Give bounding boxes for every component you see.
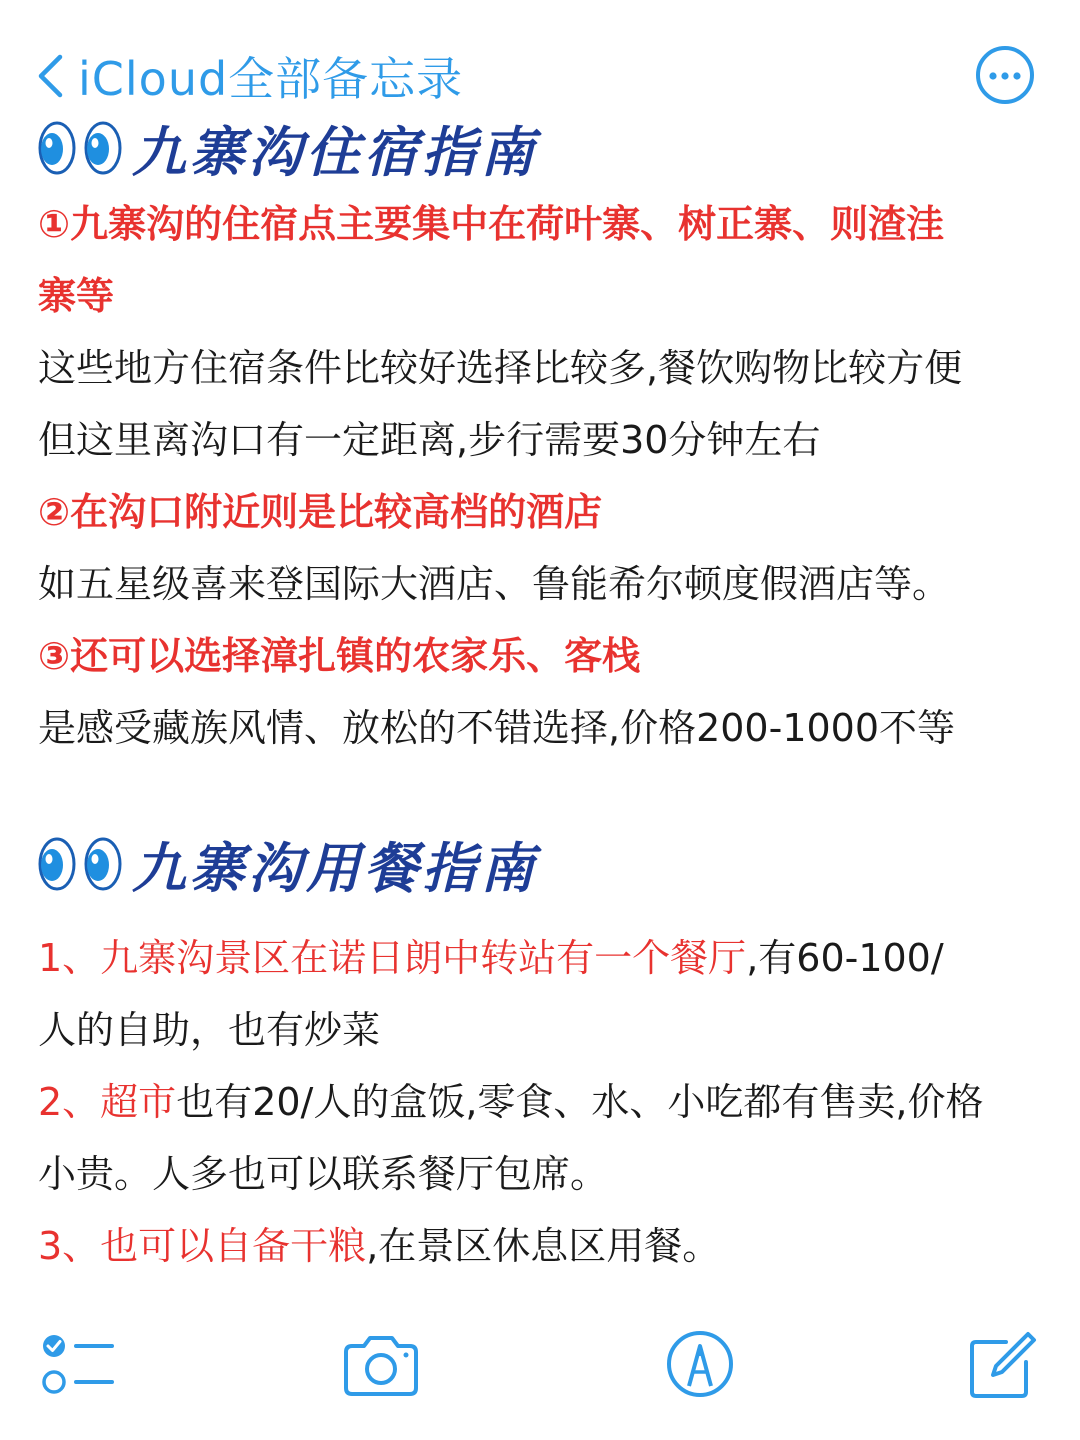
camera-icon[interactable] [340, 1334, 422, 1398]
bottom-toolbar [0, 1320, 1080, 1420]
dining-item-1-rest: ,有60-100/ [746, 936, 944, 980]
heading-dining-text: 九寨沟用餐指南 [132, 836, 538, 900]
eyes-emoji-icon [38, 121, 122, 175]
dining-item-2-highlight: 2、超市 [38, 1080, 177, 1124]
dining-item-3 [38, 1210, 1042, 1282]
dining-item-1-highlight: 1、九寨沟景区在诺日朗中转站有一个餐厅 [38, 936, 747, 980]
section-heading-lodging [38, 108, 1042, 188]
blank-line [38, 764, 1042, 824]
back-button[interactable] [36, 46, 463, 106]
checklist-icon[interactable] [40, 1332, 116, 1396]
lodging-text-4: 是感受藏族风情、放松的不错选择,价格200-1000不等 [38, 706, 956, 750]
dining-item-2 [38, 1066, 1042, 1138]
dining-item-2-rest: 也有20/人的盒饭,零食、水、小吃都有售卖,价格 [176, 1080, 984, 1124]
section-heading-dining [38, 824, 1042, 904]
lodging-text-3: 如五星级喜来登国际大酒店、鲁能希尔顿度假酒店等。 [38, 562, 951, 606]
heading-lodging-text: 九寨沟住宿指南 [132, 120, 538, 184]
markup-icon[interactable] [664, 1328, 736, 1400]
more-options-icon[interactable] [975, 45, 1035, 105]
gap [38, 904, 1042, 922]
back-label: iCloud全部备忘录 [78, 52, 464, 106]
dining-item-2-cont: 小贵。人多也可以联系餐厅包席。 [38, 1152, 609, 1196]
lodging-point-1: ①九寨沟的住宿点主要集中在荷叶寨、树正寨、则渣洼 [38, 202, 945, 246]
lodging-point-2: ②在沟口附近则是比较高档的酒店 [38, 490, 603, 534]
lodging-text-1: 这些地方住宿条件比较好选择比较多,餐饮购物比较方便 [38, 346, 963, 390]
chevron-left-icon [36, 54, 64, 98]
note-body[interactable] [38, 108, 1042, 1282]
lodging-text-2: 但这里离沟口有一定距离,步行需要30分钟左右 [38, 418, 821, 462]
dining-item-1 [38, 922, 1042, 994]
lodging-point-3: ③还可以选择漳扎镇的农家乐、客栈 [38, 634, 641, 678]
lodging-point-1-cont: 寨等 [38, 274, 115, 318]
dining-item-1-cont: 人的自助，也有炒菜 [38, 1008, 381, 1052]
compose-icon[interactable] [966, 1330, 1038, 1402]
eyes-emoji-icon [38, 837, 122, 891]
dining-item-3-rest: ,在景区休息区用餐。 [366, 1224, 721, 1268]
dining-item-3-highlight: 3、也可以自备干粮 [38, 1224, 367, 1268]
nav-bar [0, 0, 1080, 120]
